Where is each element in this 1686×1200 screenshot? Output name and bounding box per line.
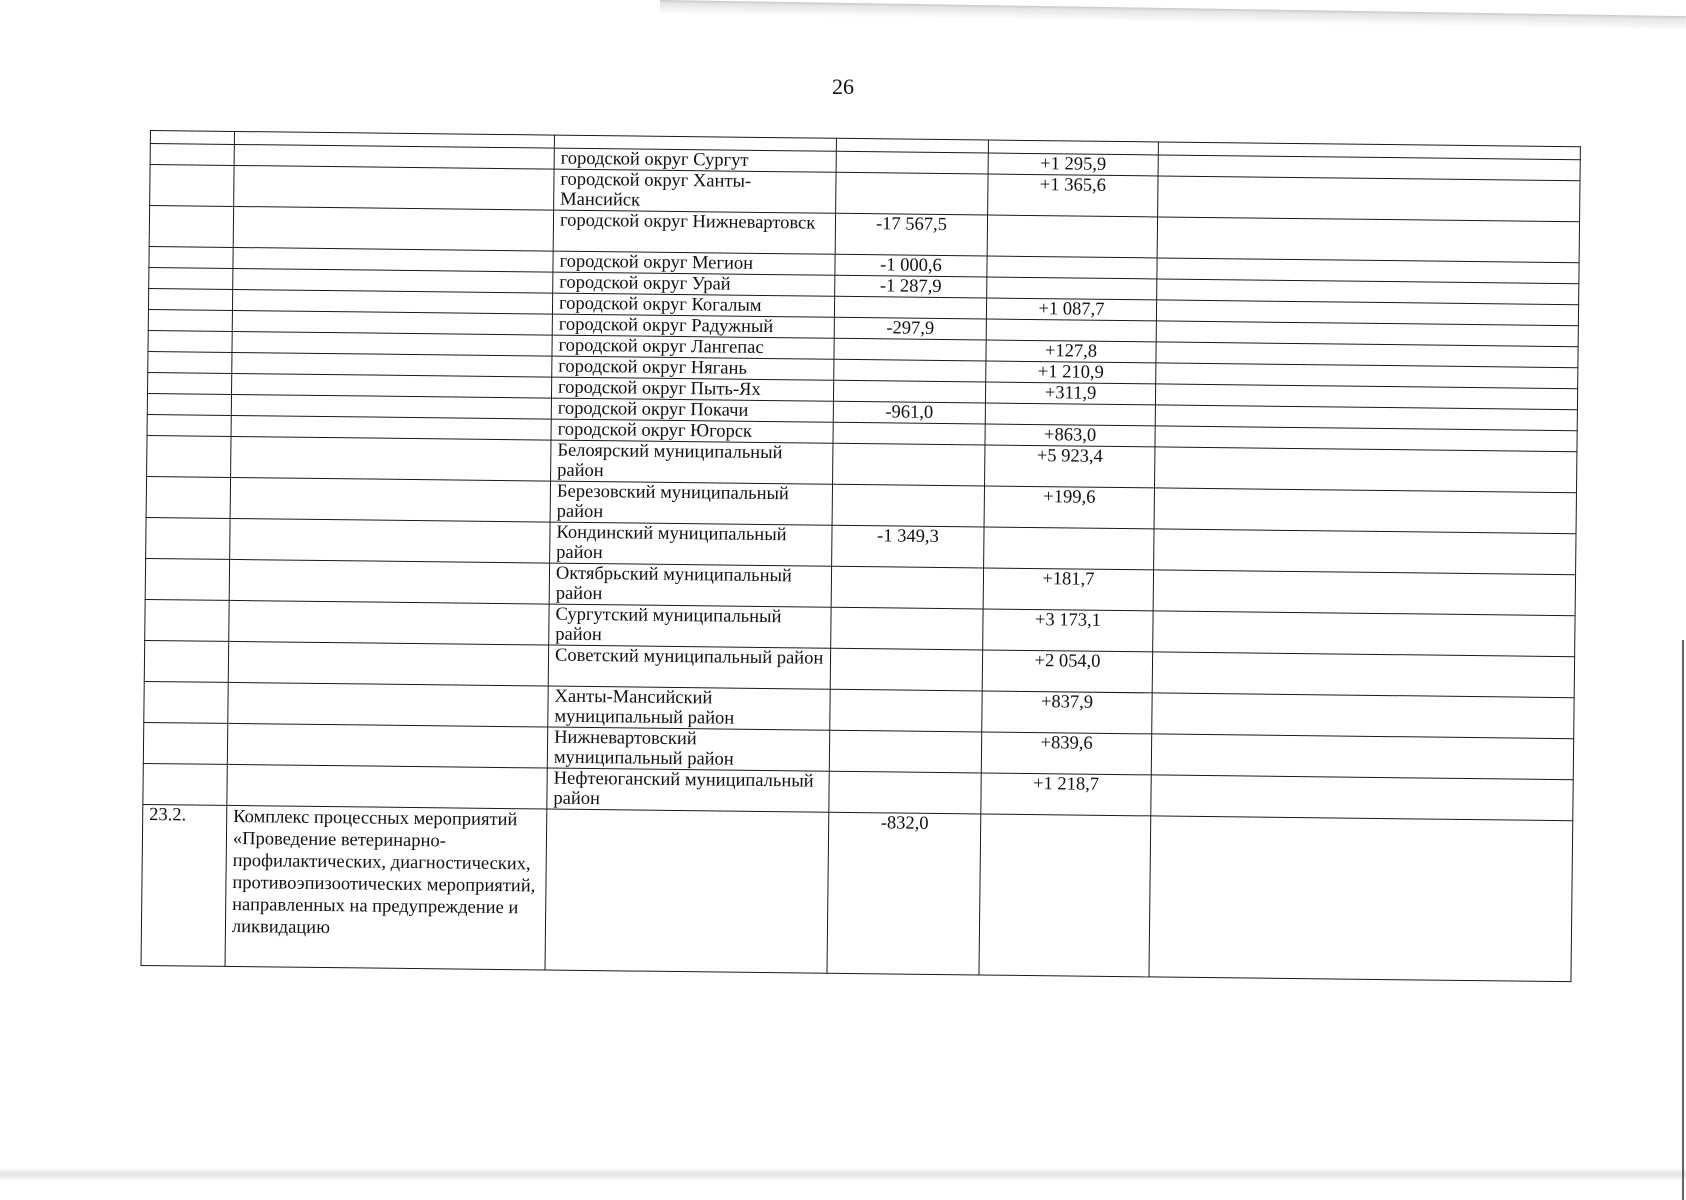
cell-municipality: городской округ Урай	[553, 272, 835, 296]
cell-description	[227, 764, 547, 809]
cell-increase	[985, 403, 1155, 426]
cell-increase	[986, 319, 1156, 342]
cell-municipality: Ханты-Мансийский муниципальный район	[548, 686, 830, 730]
cell-increase: +127,8	[986, 340, 1156, 363]
cell-municipality: городской округ Пыть-Ях	[551, 377, 833, 401]
cell-description	[227, 723, 547, 768]
cell-decrease	[832, 484, 984, 527]
cell-municipality: городской округ Когалым	[552, 293, 834, 317]
cell-municipality: городской округ Югорск	[551, 419, 833, 443]
cell-description	[228, 641, 548, 686]
cell-increase: +839,6	[981, 732, 1151, 775]
item-decrease: -832,0	[827, 812, 981, 975]
cell-decrease: -297,9	[834, 317, 986, 340]
cell-number	[147, 414, 231, 436]
cell-municipality: Белоярский муниципальный район	[551, 440, 833, 484]
cell-municipality: Нижневартовский муниципальный район	[547, 727, 829, 771]
cell-increase: +5 923,4	[985, 445, 1155, 488]
item-number: 23.2.	[141, 804, 227, 966]
cell-municipality: городской округ Сургут	[554, 148, 836, 172]
cell-municipality: Октябрьский муниципальный район	[549, 563, 831, 607]
cell-note	[1152, 693, 1574, 739]
budget-table-body	[141, 131, 1580, 982]
cell-increase: +2 054,0	[982, 650, 1152, 693]
cell-note	[1154, 488, 1576, 534]
cell-increase: +1 365,6	[988, 174, 1158, 217]
cell-municipality: городской округ Мегион	[553, 251, 835, 275]
cell-decrease	[829, 771, 981, 814]
cell-decrease	[836, 151, 988, 174]
cell-description	[230, 518, 550, 563]
cell-decrease: -961,0	[833, 401, 985, 424]
cell-increase	[987, 215, 1157, 258]
cell-municipality: городской округ Нягань	[552, 356, 834, 380]
cell-decrease	[833, 422, 985, 445]
cell-municipality: городской округ Покачи	[551, 398, 833, 422]
cell-increase: +1 087,7	[986, 298, 1156, 321]
cell-number	[143, 763, 227, 805]
cell-description	[229, 600, 549, 645]
cell-number	[149, 267, 233, 289]
cell-number	[148, 330, 232, 352]
cell-note	[1149, 816, 1573, 982]
cell-municipality: Нефтеюганский муниципальный район	[547, 768, 829, 812]
cell-number	[150, 131, 234, 145]
cell-municipality: городской округ Ханты-Мансийск	[554, 169, 836, 213]
cell-decrease	[834, 338, 986, 361]
cell-municipality: городской округ Нижневартовск	[553, 210, 835, 254]
cell-decrease	[834, 359, 986, 382]
cell-number	[145, 558, 229, 600]
cell-decrease	[831, 566, 983, 609]
cell-increase: +837,9	[982, 691, 1152, 734]
cell-increase: +1 210,9	[986, 361, 1156, 384]
cell-decrease: -1 287,9	[835, 275, 987, 298]
cell-number	[146, 476, 230, 518]
scan-edge-top	[660, 0, 1686, 38]
cell-decrease	[831, 607, 983, 650]
cell-increase	[984, 527, 1154, 570]
cell-number	[148, 372, 232, 394]
cell-municipality: Кондинский муниципальный район	[550, 522, 832, 566]
cell-decrease	[836, 172, 988, 215]
cell-municipality	[545, 809, 829, 973]
cell-municipality: городской округ Радужный	[552, 314, 834, 338]
cell-decrease: -1 000,6	[835, 254, 987, 277]
cell-number	[148, 351, 232, 373]
cell-description	[231, 436, 551, 481]
cell-number	[145, 599, 229, 641]
cell-number	[143, 722, 227, 764]
cell-increase: +1 295,9	[988, 153, 1158, 176]
cell-increase	[987, 277, 1157, 300]
cell-note	[1151, 775, 1573, 821]
cell-increase: +311,9	[985, 382, 1155, 405]
cell-decrease: -17 567,5	[835, 213, 987, 256]
cell-description	[228, 682, 548, 727]
cell-increase: +863,0	[985, 424, 1155, 447]
scan-edge-right	[1682, 640, 1684, 1200]
table-sheet	[141, 130, 1580, 982]
cell-increase: +3 173,1	[983, 609, 1153, 652]
cell-note	[1151, 734, 1573, 780]
cell-decrease	[830, 648, 982, 691]
cell-number	[149, 246, 233, 268]
cell-number	[146, 517, 230, 559]
page-number: 26	[832, 74, 854, 99]
cell-decrease	[833, 443, 985, 486]
cell-note	[1153, 570, 1575, 616]
cell-increase	[987, 256, 1157, 279]
cell-note	[1154, 529, 1576, 575]
cell-decrease	[829, 730, 981, 773]
item-description: Комплекс процессных мероприятий «Проведение ветеринарно-профилактических, диагностических, противоэпизоотических мероприятий, направленных на предупреждение и ликвидацию	[225, 805, 547, 970]
cell-number	[150, 165, 234, 207]
cell-number	[147, 393, 231, 415]
cell-municipality: Советский муниципальный район	[548, 645, 830, 689]
budget-table	[141, 130, 1581, 982]
cell-increase: +1 218,7	[981, 773, 1151, 816]
cell-decrease	[830, 689, 982, 732]
cell-decrease	[833, 380, 985, 403]
cell-note	[1155, 447, 1577, 493]
cell-increase: +199,6	[984, 486, 1154, 529]
cell-municipality: Сургутский муниципальный район	[549, 604, 831, 648]
cell-number	[144, 681, 228, 723]
scan-edge-bottom	[0, 1168, 1686, 1182]
cell-note	[1158, 176, 1580, 222]
cell-municipality: Березовский муниципальный район	[550, 481, 832, 525]
cell-decrease	[834, 296, 986, 319]
cell-number	[150, 144, 234, 166]
cell-number	[148, 309, 232, 331]
table-row-item	[141, 804, 1573, 981]
cell-description	[234, 165, 554, 210]
cell-number	[148, 288, 232, 310]
cell-description	[233, 206, 553, 251]
cell-description	[230, 477, 550, 522]
cell-note	[1157, 217, 1579, 263]
item-increase	[979, 814, 1151, 977]
cell-municipality: городской округ Лангепас	[552, 335, 834, 359]
cell-note	[1152, 652, 1574, 698]
cell-description	[229, 559, 549, 604]
cell-number	[144, 640, 228, 682]
cell-number	[147, 435, 231, 477]
cell-decrease: -1 349,3	[832, 525, 984, 568]
cell-note	[1153, 611, 1575, 657]
cell-number	[149, 206, 233, 248]
cell-increase: +181,7	[983, 568, 1153, 611]
